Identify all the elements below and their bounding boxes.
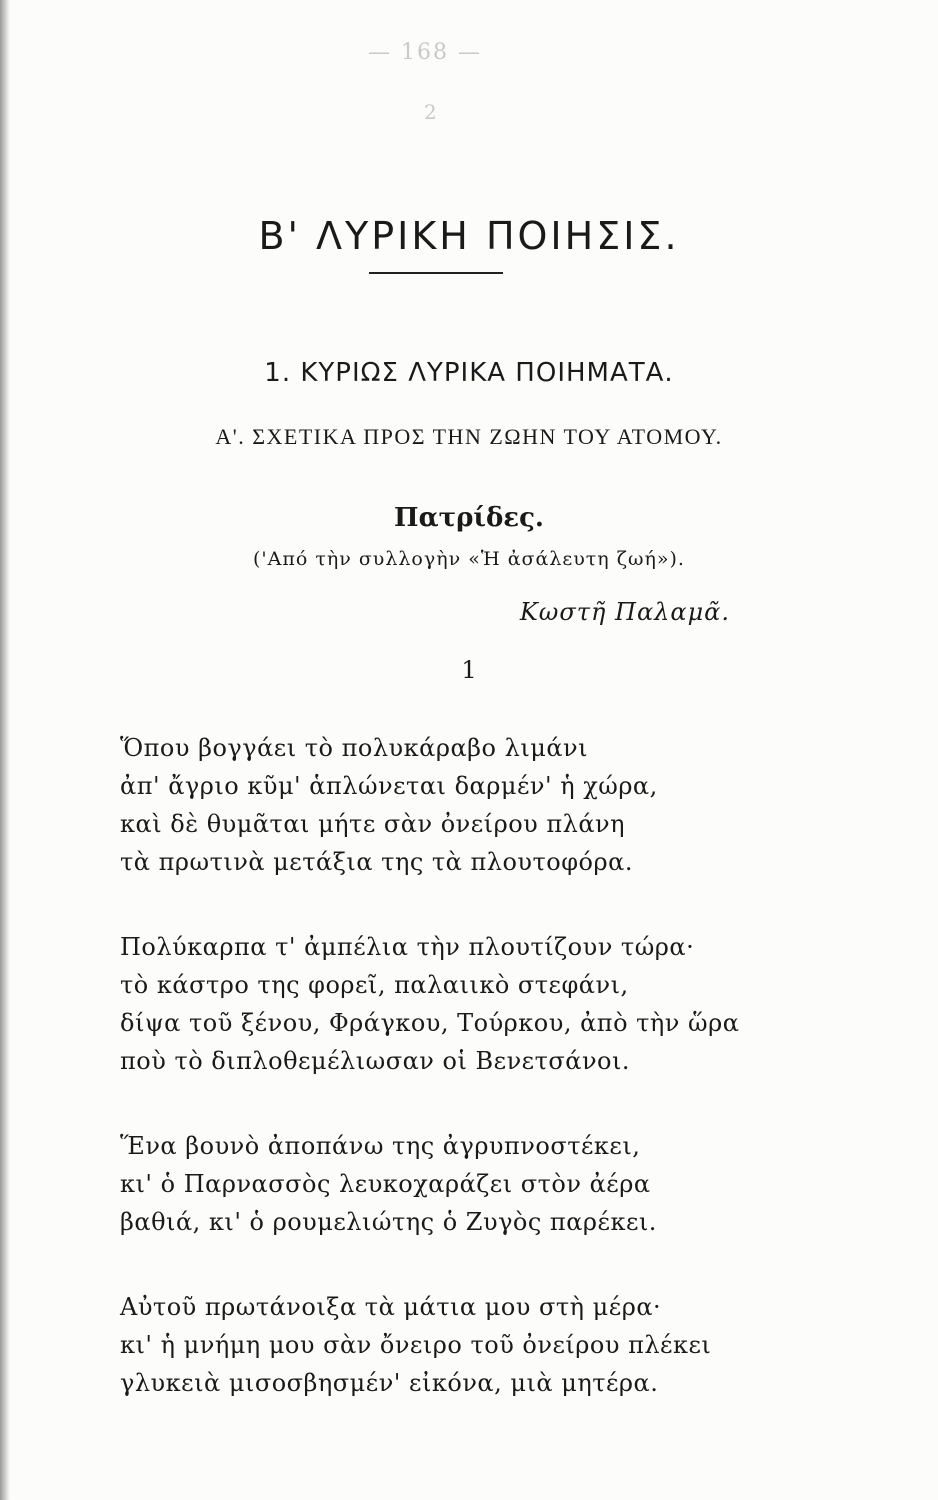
poem-line: ποὺ τὸ διπλοθεμέλιωσαν οἱ Βενετσάνοι. <box>120 1047 631 1075</box>
poem-line: ἀπ' ἄγριο κῦμ' ἁπλώνεται δαρμέν' ἡ χώρα, <box>120 772 658 800</box>
poem-line: Ἕνα βουνὸ ἀποπάνω της ἀγρυπνοστέκει, <box>120 1132 641 1160</box>
stanza <box>120 1127 657 1241</box>
show-through-page-number: — 168 — <box>368 40 482 65</box>
subsection-title: 1. ΚΥΡΙΩΣ ΛΥΡΙΚΑ ΠΟΙΗΜΑΤΑ. <box>264 358 674 388</box>
poem-line: κι' ὁ Παρνασσὸς λευκοχαράζει στὸν ἀέρα <box>120 1170 651 1198</box>
poem-title: Πατρίδες. <box>394 503 544 533</box>
poem-line: τὰ πρωτινὰ μετάξια της τὰ πλουτοφόρα. <box>120 848 633 876</box>
poem-line: τὸ κάστρο της φορεῖ, παλαιικὸ στεφάνι, <box>120 971 629 999</box>
stanza <box>120 1288 711 1402</box>
poem-part-number: 1 <box>461 656 477 684</box>
poem-author: Κωστῆ Παλαμᾶ. <box>519 598 730 626</box>
poem-line: Αὐτοῦ πρωτάνοιξα τὰ μάτια μου στὴ μέρα· <box>120 1293 662 1321</box>
stanza <box>120 729 658 881</box>
poem-line: Ὅπου βογγάει τὸ πολυκάραβο λιμάνι <box>120 734 589 762</box>
title-rule <box>369 272 503 274</box>
sub-subsection-title: Α'. ΣΧΕΤΙΚΑ ΠΡΟΣ ΤΗΝ ΖΩΗΝ ΤΟΥ ΑΤΟΜΟΥ. <box>215 424 723 449</box>
poem-line: γλυκειὰ μισοσβησμέν' εἰκόνα, μιὰ μητέρα. <box>120 1369 659 1397</box>
poem-line: Πολύκαρπα τ' ἀμπέλια τὴν πλουτίζουν τώρα· <box>120 933 695 961</box>
poem-source: ('Από τὴν συλλογὴν «Ἡ ἀσάλευτη ζωή»). <box>253 548 685 570</box>
poem-line: κι' ἡ μνήμη μου σὰν ὄνειρο τοῦ ὀνείρου πλέκει <box>120 1331 712 1359</box>
stanza <box>120 928 739 1080</box>
poem-line: βαθιά, κι' ὁ ρουμελιώτης ὁ Ζυγὸς παρέκει. <box>120 1208 657 1236</box>
poem-line: δίψα τοῦ ξένου, Φράγκου, Τούρκου, ἀπὸ τὴν ὥρα <box>120 1009 740 1037</box>
show-through-mark: 2 <box>424 100 437 124</box>
section-title: Β' ΛΥΡΙΚΗ ΠΟΙΗΣΙΣ. <box>258 214 680 258</box>
poem-line: καὶ δὲ θυμᾶται μήτε σὰν ὀνείρου πλάνη <box>120 810 626 838</box>
